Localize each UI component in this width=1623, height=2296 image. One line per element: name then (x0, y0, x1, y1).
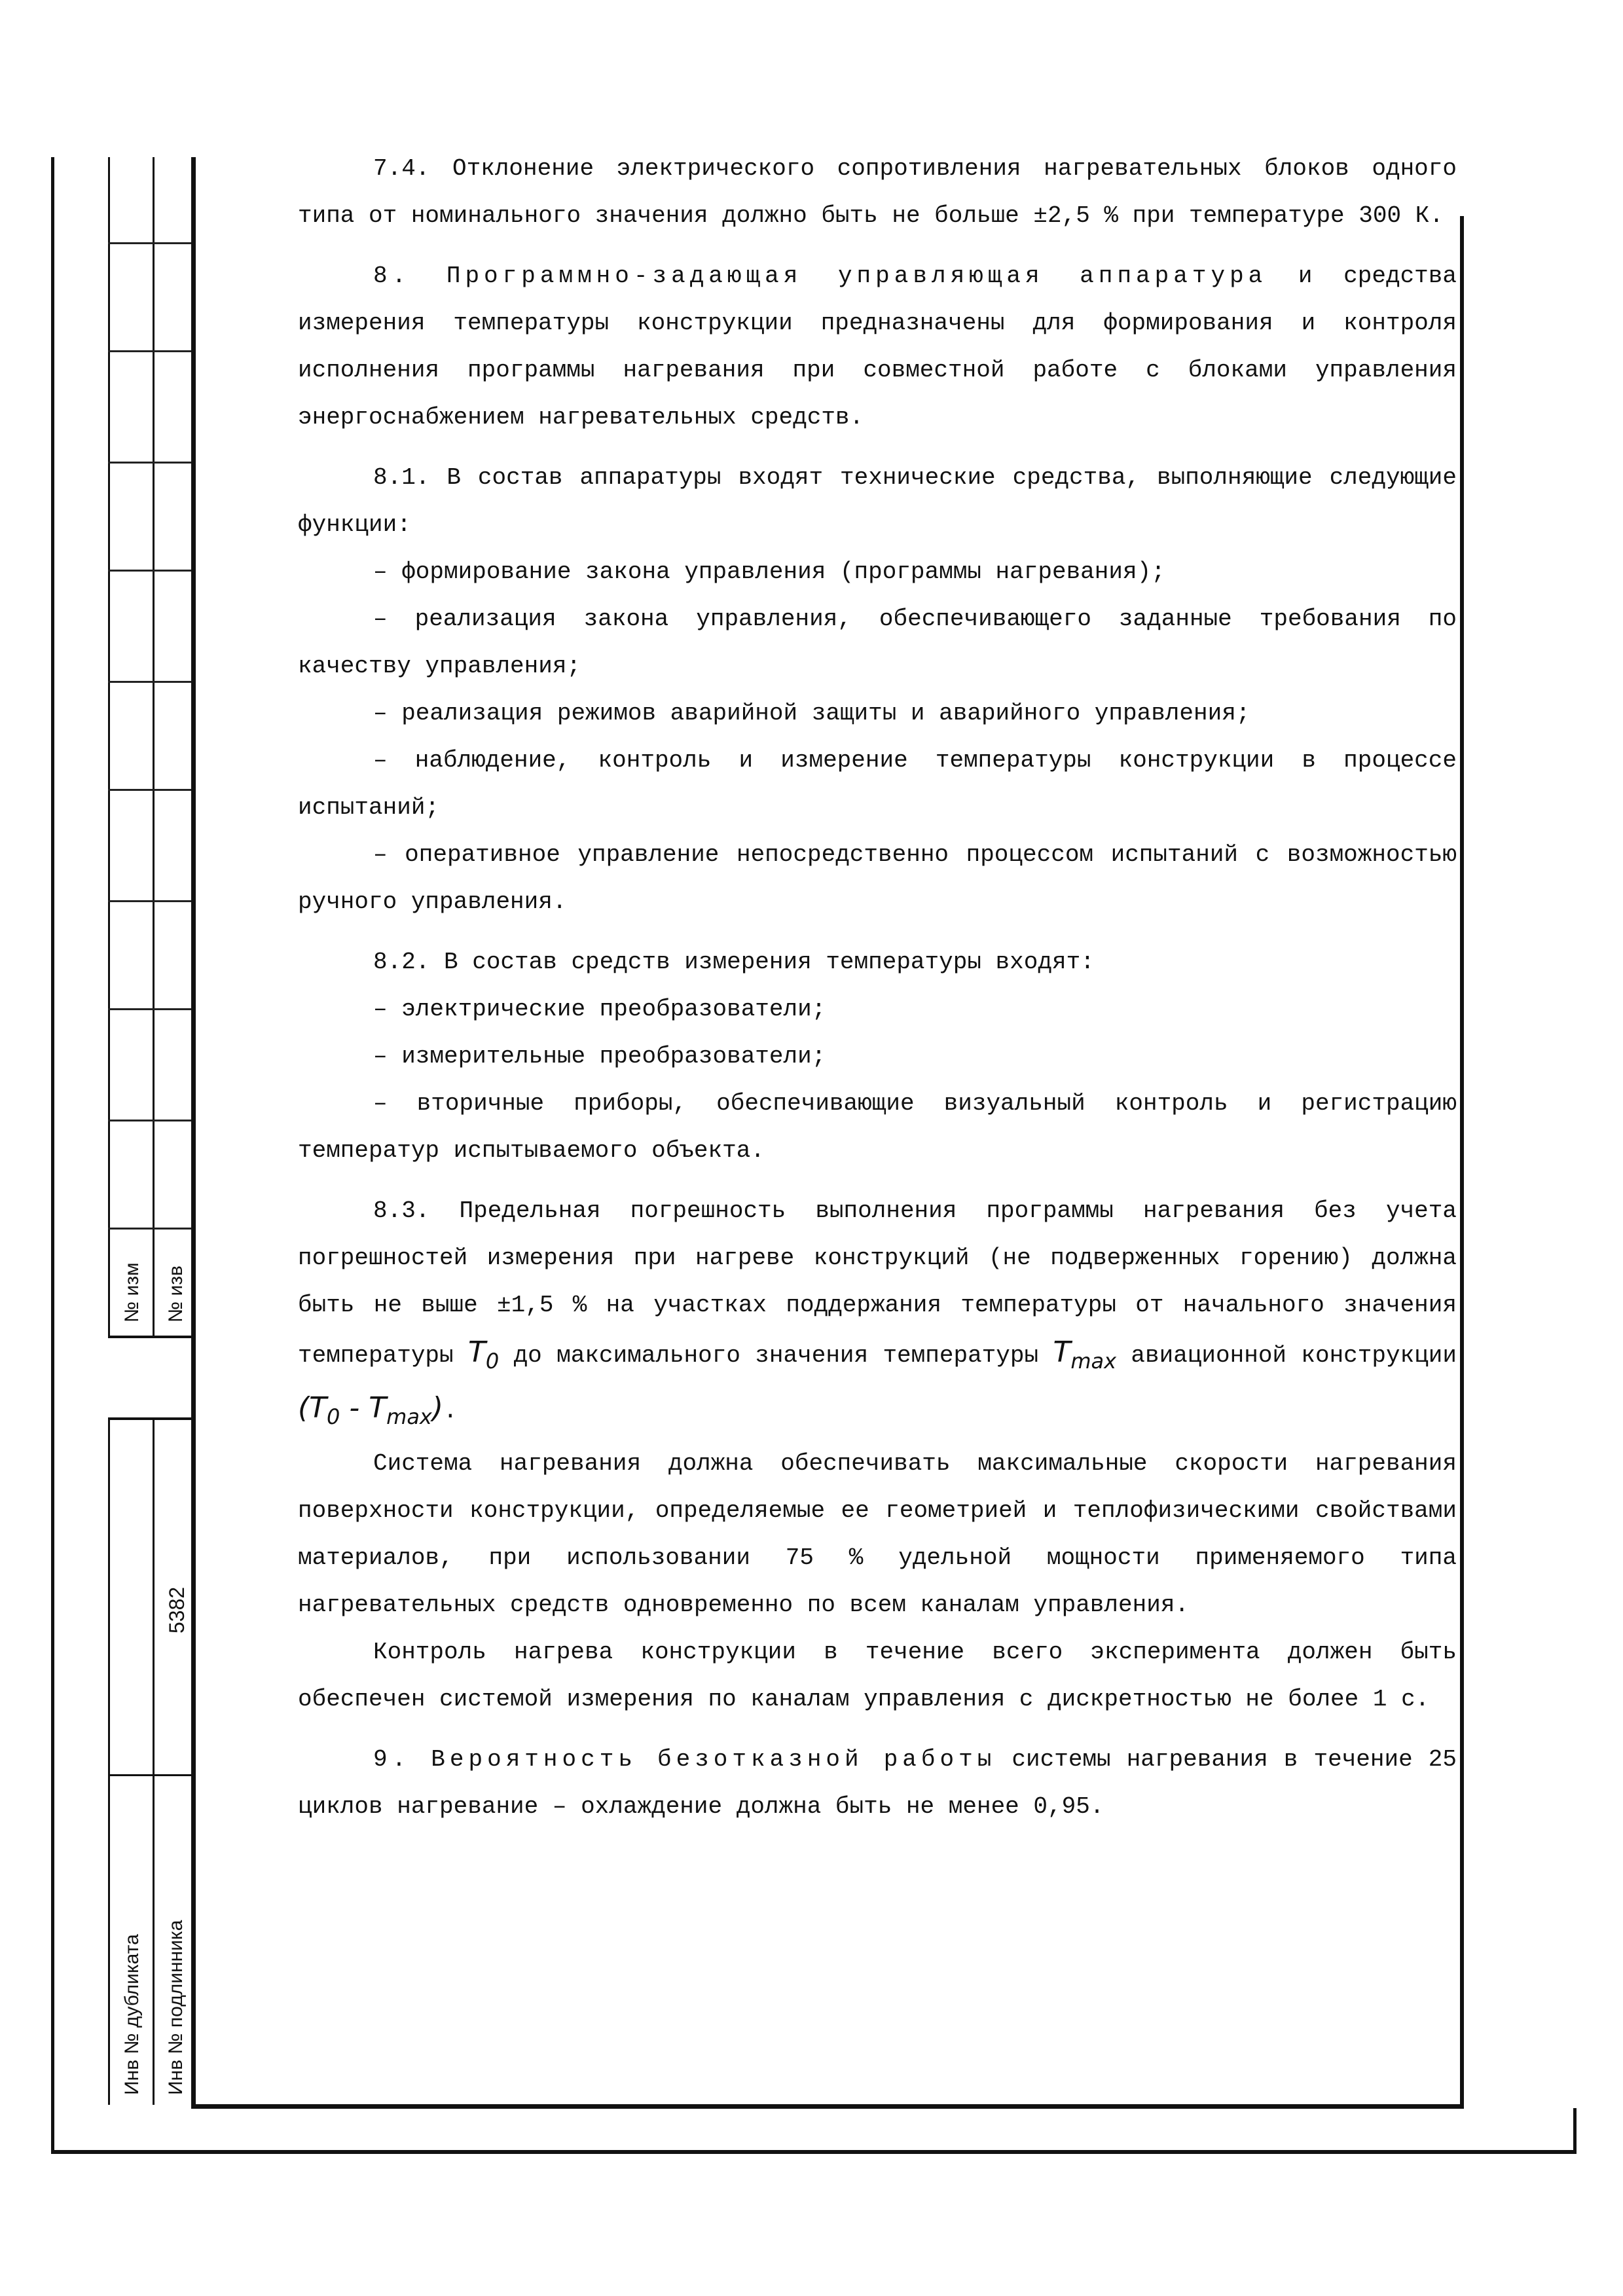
paragraph-9-text: системы нагревания в течение 25 циклов нагревание – охлаждение должна быть не менее 0,95. (298, 1745, 1457, 1820)
paragraph-8-3 (298, 1188, 1457, 1440)
stub-inventory-top-line (108, 1417, 191, 1420)
stub-inv-podlinnika-label: Инв № подлинника (165, 1920, 187, 2095)
list-item: – измерительные преобразователи; (373, 1043, 826, 1070)
paragraph-8-text: и средства измерения температуры конструкции предназначены для формирования и контроля исполнения программы нагревания при совместной работе с блоками управления энергоснабжением нагревательных средств. (298, 263, 1457, 431)
paragraph-9 (298, 1736, 1457, 1831)
stub-inventory-mid-line (153, 1417, 155, 2105)
formula-range: $(T_0 - T_{max})$ (298, 1391, 444, 1429)
stub-revision-top-line (108, 1336, 191, 1338)
paragraph-9-heading: 9. Вероятность безотказной работы (373, 1745, 996, 1773)
paragraph-8-3-text-c: авиационной конструкции (1131, 1342, 1457, 1369)
list-item: – реализация режимов аварийной защиты и аварийного управления; (373, 700, 1250, 727)
stub-tick (108, 900, 191, 902)
paragraph-8-2: 8.2. В состав средств измерения температуры входят: (373, 949, 1095, 975)
paragraph-7-4: 7.4. Отклонение электрического сопротивления нагревательных блоков одного типа от номинального значения должно быть не больше ±2,5 % при температуре 300 К. (298, 155, 1457, 229)
stub-tick (108, 462, 191, 464)
formula-t0: $T_0$ (467, 1336, 500, 1374)
frame-main-bottom-line (191, 2104, 1464, 2109)
list-item: – вторичные приборы, обеспечивающие визуальный контроль и регистрацию температур испытываемого объекта. (298, 1090, 1457, 1164)
frame-main-right-line (1460, 216, 1464, 2108)
paragraph-8-1: 8.1. В состав аппаратуры входят технические средства, выполняющие следующие функции: (298, 464, 1457, 538)
list-item: – электрические преобразователи; (373, 996, 826, 1023)
list-item: – реализация закона управления, обеспечивающего заданные требования по качеству управления; (298, 606, 1457, 680)
paragraph-8-3-text-d: . (443, 1397, 458, 1425)
stub-inventory-separator (108, 1774, 191, 1776)
paragraph-8-heading: 8. Программно-задающая управляющая аппаратура (373, 263, 1267, 289)
stub-tick (108, 789, 191, 791)
frame-stub-line-1 (108, 157, 110, 1336)
document-body (298, 145, 1457, 1831)
stub-tick (108, 570, 191, 572)
formula-tmax: $T_{max}$ (1053, 1336, 1117, 1374)
list-item: – наблюдение, контроль и измерение температуры конструкции в процессе испытаний; (298, 747, 1457, 821)
stub-tick (108, 1120, 191, 1121)
paragraph-control: Контроль нагрева конструкции в течение всего эксперимента должен быть обеспечен системой измерения по каналам управления с дискретностью не более 1 с. (298, 1638, 1457, 1713)
frame-main-left-line (191, 157, 196, 2108)
stub-tick (108, 1008, 191, 1010)
paragraph-system: Система нагревания должна обеспечивать максимальные скорости нагревания поверхности конструкции, определяемые ее геометрией и теплофизическими свойствами материалов, при использовании 75 % удельной мощности применяемого типа нагревательных средств одновременно по всем каналам управления. (298, 1449, 1457, 1618)
frame-outer-left-line (51, 157, 54, 2151)
stub-tick (108, 350, 191, 352)
list-item: – оперативное управление непосредственно процессом испытаний с возможностью ручного управления. (298, 841, 1457, 915)
paragraph-8-3-text-a: 8.3. Предельная погрешность выполнения программы нагревания без учета погрешностей измерения при нагреве конструкций (не подверженных горению) должна быть не выше ±1,5 % на участках поддержания температуры от начального значения температуры (298, 1197, 1457, 1369)
stub-tick (108, 1228, 191, 1230)
paragraph-8 (298, 253, 1457, 441)
stub-no-izm-label: № изм (121, 1262, 143, 1322)
frame-stub-line-2 (153, 157, 155, 1336)
list-item: – формирование закона управления (программы нагревания); (373, 558, 1165, 585)
stub-inventory-number: 5382 (165, 1586, 189, 1633)
stub-inventory-left-line (108, 1417, 110, 2105)
frame-outer-bottom-line (51, 2150, 1577, 2154)
paragraph-8-3-text-b: до максимального значения температуры (513, 1342, 1039, 1369)
stub-no-izv-label: № изв (165, 1266, 187, 1322)
stub-tick (108, 681, 191, 683)
stub-inv-dublikata-label: Инв № дубликата (121, 1934, 143, 2095)
frame-outer-right-line (1573, 2108, 1577, 2154)
stub-tick (108, 242, 191, 244)
